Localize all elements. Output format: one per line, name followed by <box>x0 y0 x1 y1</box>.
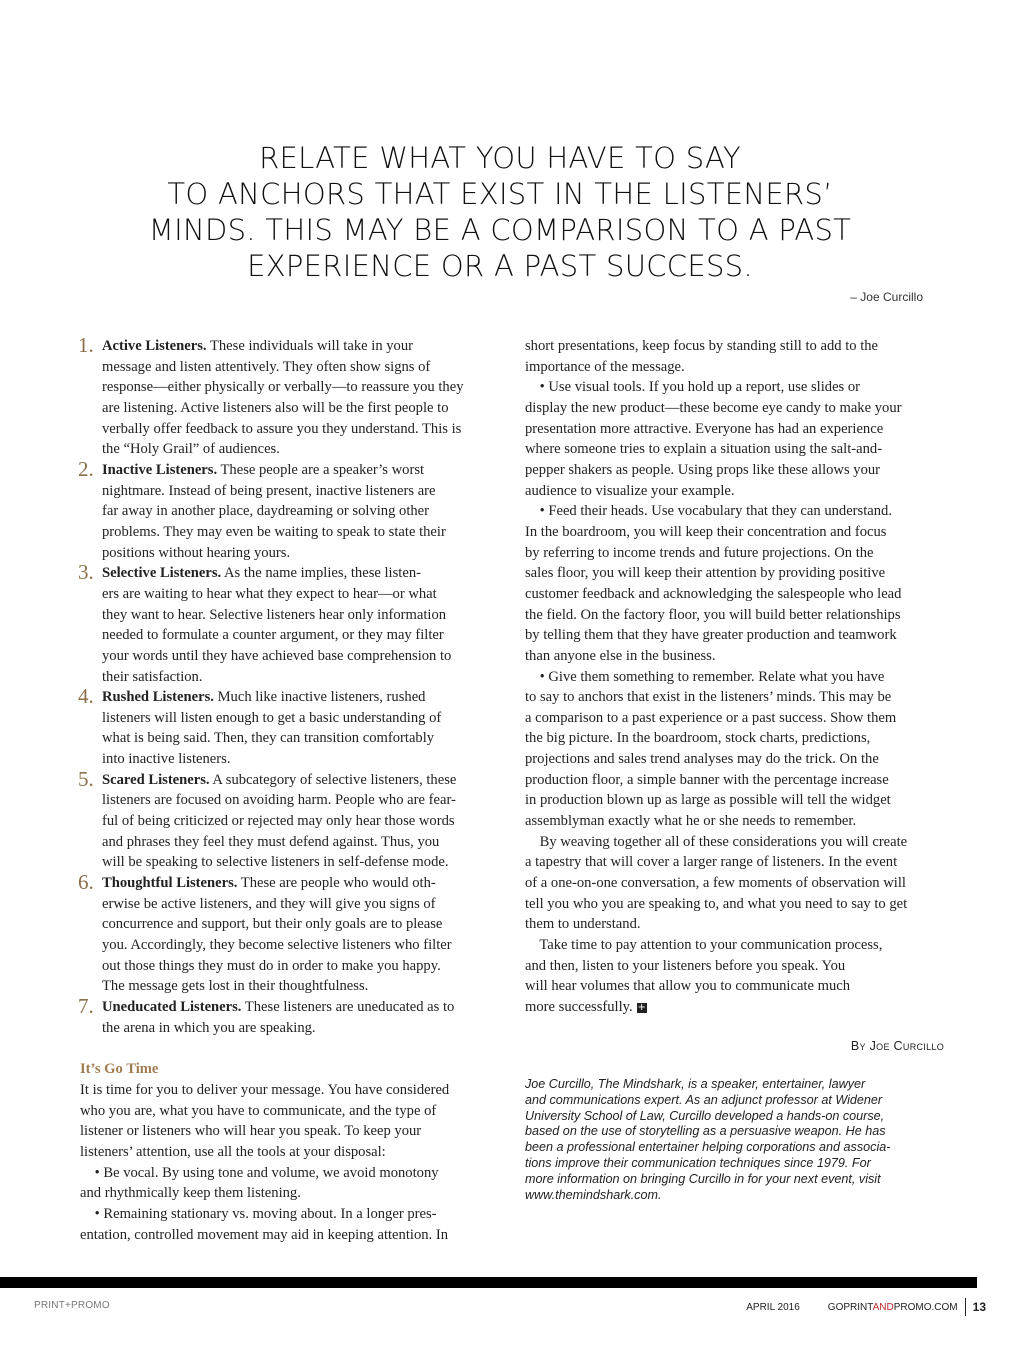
body-line <box>102 563 500 584</box>
body-line: who you are, what you have to communicate, and the type of <box>80 1102 437 1119</box>
body-line <box>102 625 500 646</box>
bio-line: www.themindshark.com. <box>525 1187 662 1202</box>
list-item-text: ers are waiting to hear what they expect to hear—or what <box>102 585 437 602</box>
body-line <box>102 852 500 873</box>
footer-date: APRIL 2016 <box>746 1301 800 1313</box>
body-line: short presentations, keep focus by standing still to add to the <box>525 338 879 354</box>
body-line <box>102 501 500 522</box>
body-line <box>102 956 500 977</box>
body-line: a comparison to a past experience or a past success. Show them <box>525 709 897 726</box>
body-line: customer feedback and acknowledging the salespeople who lead <box>525 585 902 602</box>
list-item-text: The message gets lost in their thoughtfulness. <box>102 978 369 995</box>
list-item-text: message and listen attentively. They often show signs of <box>102 358 431 375</box>
footer-publication: PRINT+PROMO <box>34 1300 110 1311</box>
site-part: PROMO.COM <box>893 1301 958 1313</box>
body-line: sales floor, you will keep their attention by providing positive <box>525 565 886 582</box>
body-line <box>102 687 500 708</box>
list-item-text: and phrases they feel they must defend against. Thus, you <box>102 833 440 850</box>
body-line: pepper shakers as people. Using props like these allows your <box>525 461 881 478</box>
body-line <box>102 543 500 564</box>
list-item <box>78 560 500 687</box>
body-line: in production blown up as large as possible will tell the widget <box>525 792 891 809</box>
body-line: and rhythmically keep them listening. <box>80 1185 301 1202</box>
list-item-title: Selective Listeners. <box>102 565 222 582</box>
list-item <box>78 994 500 1038</box>
list-number: 5. <box>78 766 94 791</box>
list-item-text: These people are a speaker’s worst <box>220 461 425 478</box>
list-item <box>78 766 500 873</box>
body-line: production floor, a simple banner with the percentage increase <box>525 771 889 788</box>
body-line <box>102 439 500 460</box>
body-line: a tapestry that will cover a larger range of listeners. In the event <box>525 854 898 871</box>
pull-quote-line: RELATE WHAT YOU HAVE TO SAY <box>259 141 741 175</box>
body-line <box>102 708 500 729</box>
body-line: presentation more attractive. Everyone has had an experience <box>525 420 884 437</box>
body-line: It is time for you to deliver your message. You have considered <box>80 1081 450 1098</box>
list-item-text: listeners will listen enough to get a basic understanding of <box>102 709 442 726</box>
body-line: listener or listeners who will hear you speak. To keep your <box>80 1123 422 1140</box>
bio-line: been a professional entertainer helping corporations and associa- <box>525 1140 891 1155</box>
body-line <box>102 976 500 997</box>
list-item-title: Thoughtful Listeners. <box>102 875 238 892</box>
body-line: to say to anchors that exist in the listeners’ minds. This may be <box>525 689 892 706</box>
body-line: and then, listen to your listeners before you speak. You <box>525 957 846 974</box>
list-item-text: listeners are focused on avoiding harm. People who are fear- <box>102 792 456 809</box>
list-item-title: Scared Listeners. <box>102 771 210 788</box>
author-bio <box>525 1077 955 1203</box>
bio-line: tions improve their communication techniques since 1979. For <box>525 1155 871 1170</box>
body-line: of a one-on-one conversation, a few moments of observation will <box>525 875 906 892</box>
body-line: listeners’ attention, use all the tools at your disposal: <box>80 1143 386 1160</box>
list-item-text: far away in another place, daydreaming or solving other <box>102 503 430 520</box>
body-line <box>102 584 500 605</box>
site-accent: AND <box>872 1301 894 1313</box>
body-line: By weaving together all of these considerations you will create <box>525 833 908 850</box>
list-item-text: what is being said. Then, they can transition comfortably <box>102 730 435 747</box>
list-item-text: As the name implies, these listen- <box>224 565 421 582</box>
footer-info <box>746 1298 986 1316</box>
list-number: 7. <box>78 994 94 1018</box>
page-number: 13 <box>972 1300 986 1314</box>
list-item <box>78 456 500 563</box>
body-line <box>102 522 500 543</box>
list-item <box>78 870 500 997</box>
body-line <box>102 357 500 378</box>
list-item-text: needed to formulate a counter argument, or they may filter <box>102 627 444 644</box>
list-item-text: verbally offer feedback to assure you they understand. This is <box>102 420 462 437</box>
body-line: will hear volumes that allow you to communicate much <box>525 978 851 995</box>
list-item-text: Much like inactive listeners, rushed <box>217 689 426 706</box>
list-item-title: Active Listeners. <box>102 338 207 354</box>
body-line <box>102 790 500 811</box>
body-line <box>102 914 500 935</box>
body-line <box>102 894 500 915</box>
body-line: • Use visual tools. If you hold up a report, use slides or <box>525 379 861 396</box>
list-item-text: your words until they have achieved base comprehension to <box>102 647 452 664</box>
footer-site <box>828 1302 958 1313</box>
list-item-text: the “Holy Grail” of audiences. <box>102 441 280 458</box>
list-number: 2. <box>78 456 94 481</box>
right-column <box>525 336 945 1018</box>
list-number: 6. <box>78 870 94 895</box>
list-number: 1. <box>78 333 94 357</box>
list-item-text: they want to hear. Selective listeners hear only information <box>102 606 447 623</box>
list-item-text: response—either physically or verbally—to reassure you they <box>102 379 464 396</box>
body-line: • Give them something to remember. Relate what you have <box>525 668 885 685</box>
list-item-text: These individuals will take in your <box>209 338 414 354</box>
body-line <box>102 377 500 398</box>
body-line <box>102 646 500 667</box>
list-item-text: These listeners are uneducated as to <box>244 999 455 1015</box>
list-item-text: erwise be active listeners, and they will give you signs of <box>102 895 436 912</box>
body-line: audience to visualize your example. <box>525 482 735 499</box>
body-line <box>102 997 500 1018</box>
byline: By Joe Curcillo <box>850 1039 944 1053</box>
body-line: In the boardroom, you will keep their concentration and focus <box>525 523 887 540</box>
body-line <box>102 873 500 894</box>
body-line: than anyone else in the business. <box>525 647 716 664</box>
body-line: where someone tries to explain a situation using the salt-and- <box>525 441 883 458</box>
list-item-text: you. Accordingly, they become selective listeners who filter <box>102 937 452 954</box>
body-line <box>102 935 500 956</box>
list-item-title: Rushed Listeners. <box>102 689 214 706</box>
body-line <box>102 770 500 791</box>
list-item <box>78 684 500 770</box>
bio-line: based on the use of storytelling as a persuasive weapon. He has <box>525 1124 886 1139</box>
bio-line: University School of Law, Curcillo developed a hands-on course, <box>525 1108 885 1123</box>
list-item-title: Uneducated Listeners. <box>102 999 242 1015</box>
body-line <box>525 997 945 1018</box>
body-line <box>102 481 500 502</box>
right-column-body <box>525 336 945 997</box>
pull-quote-attribution: – Joe Curcillo <box>850 290 923 304</box>
list-item-text: positions without hearing yours. <box>102 544 291 561</box>
list-item-text: out those things they must do in order to make you happy. <box>102 957 441 974</box>
body-line <box>102 749 500 770</box>
list-item <box>78 333 500 460</box>
list-item-text: A subcategory of selective listeners, these <box>212 771 457 788</box>
list-item-text: concurrence and support, but their only goals are to please <box>102 916 443 933</box>
list-item-text: into inactive listeners. <box>102 751 231 768</box>
body-line: by telling them that they have greater production and teamwork <box>525 627 897 644</box>
list-item-text: their satisfaction. <box>102 668 203 685</box>
list-number: 4. <box>78 684 94 709</box>
list-item-text: ful of being criticized or rejected may only hear those words <box>102 813 455 830</box>
body-line: them to understand. <box>525 916 641 933</box>
body-line: the big picture. In the boardroom, stock charts, predictions, <box>525 730 871 747</box>
body-line <box>102 605 500 626</box>
body-line <box>102 667 500 688</box>
bio-line: and communications expert. As an adjunct professor at Widener <box>525 1092 883 1107</box>
list-item-text: are listening. Active listeners also will be the first people to <box>102 399 449 416</box>
last-line-text: more successfully. <box>525 999 633 1015</box>
list-number: 3. <box>78 560 94 585</box>
list-item-text: These are people who would oth- <box>240 875 436 892</box>
list-item-text: the arena in which you are speaking. <box>102 1019 316 1036</box>
body-line <box>102 398 500 419</box>
section-body <box>80 1080 500 1245</box>
list-item-text: will be speaking to selective listeners in self-defense mode. <box>102 854 449 871</box>
body-line: display the new product—these become eye candy to make your <box>525 399 902 416</box>
body-line <box>102 336 500 357</box>
body-line: importance of the message. <box>525 358 685 375</box>
bio-line: more information on bringing Curcillo in for your next event, visit <box>525 1171 881 1186</box>
body-line: • Be vocal. By using tone and volume, we avoid monotony <box>80 1164 439 1181</box>
list-item-text: problems. They may even be waiting to speak to state their <box>102 523 446 540</box>
list-item-text: nightmare. Instead of being present, inactive listeners are <box>102 482 436 499</box>
body-line <box>102 460 500 481</box>
bio-line: Joe Curcillo, The Mindshark, is a speaker, entertainer, lawyer <box>525 1077 866 1091</box>
body-line: entation, controlled movement may aid in keeping attention. In <box>80 1226 448 1243</box>
body-line <box>102 1018 500 1039</box>
body-line: the field. On the factory floor, you will build better relationships <box>525 606 901 623</box>
body-line: assemblyman exactly what he or she needs to remember. <box>525 813 857 830</box>
pull-quote-line: TO ANCHORS THAT EXIST IN THE LISTENERS’ <box>167 177 833 211</box>
pull-quote <box>80 140 920 284</box>
list-item-title: Inactive Listeners. <box>102 461 218 478</box>
pull-quote-line: EXPERIENCE OR A PAST SUCCESS. <box>247 249 753 283</box>
body-line: • Feed their heads. Use vocabulary that they can understand. <box>525 503 892 520</box>
body-line: tell you who you are speaking to, and what you need to say to get <box>525 895 908 912</box>
body-line <box>102 832 500 853</box>
left-column <box>78 333 500 1245</box>
site-part: GOPRINT <box>827 1301 873 1313</box>
end-mark-icon: + <box>637 1001 646 1013</box>
body-line: • Remaining stationary vs. moving about. In a longer pres- <box>80 1205 437 1222</box>
body-line: by referring to income trends and future projections. On the <box>525 544 874 561</box>
footer-rule <box>0 1277 977 1288</box>
body-line: Take time to pay attention to your communication process, <box>525 937 883 954</box>
pull-quote-line: MINDS. THIS MAY BE A COMPARISON TO A PAST <box>148 213 852 247</box>
body-line <box>102 811 500 832</box>
body-line <box>102 728 500 749</box>
body-line: projections and sales trend analyses may do the trick. On the <box>525 751 879 768</box>
listener-types-list <box>78 333 500 1038</box>
body-line <box>102 419 500 440</box>
footer-separator <box>965 1298 966 1316</box>
section-heading: It’s Go Time <box>80 1061 159 1078</box>
